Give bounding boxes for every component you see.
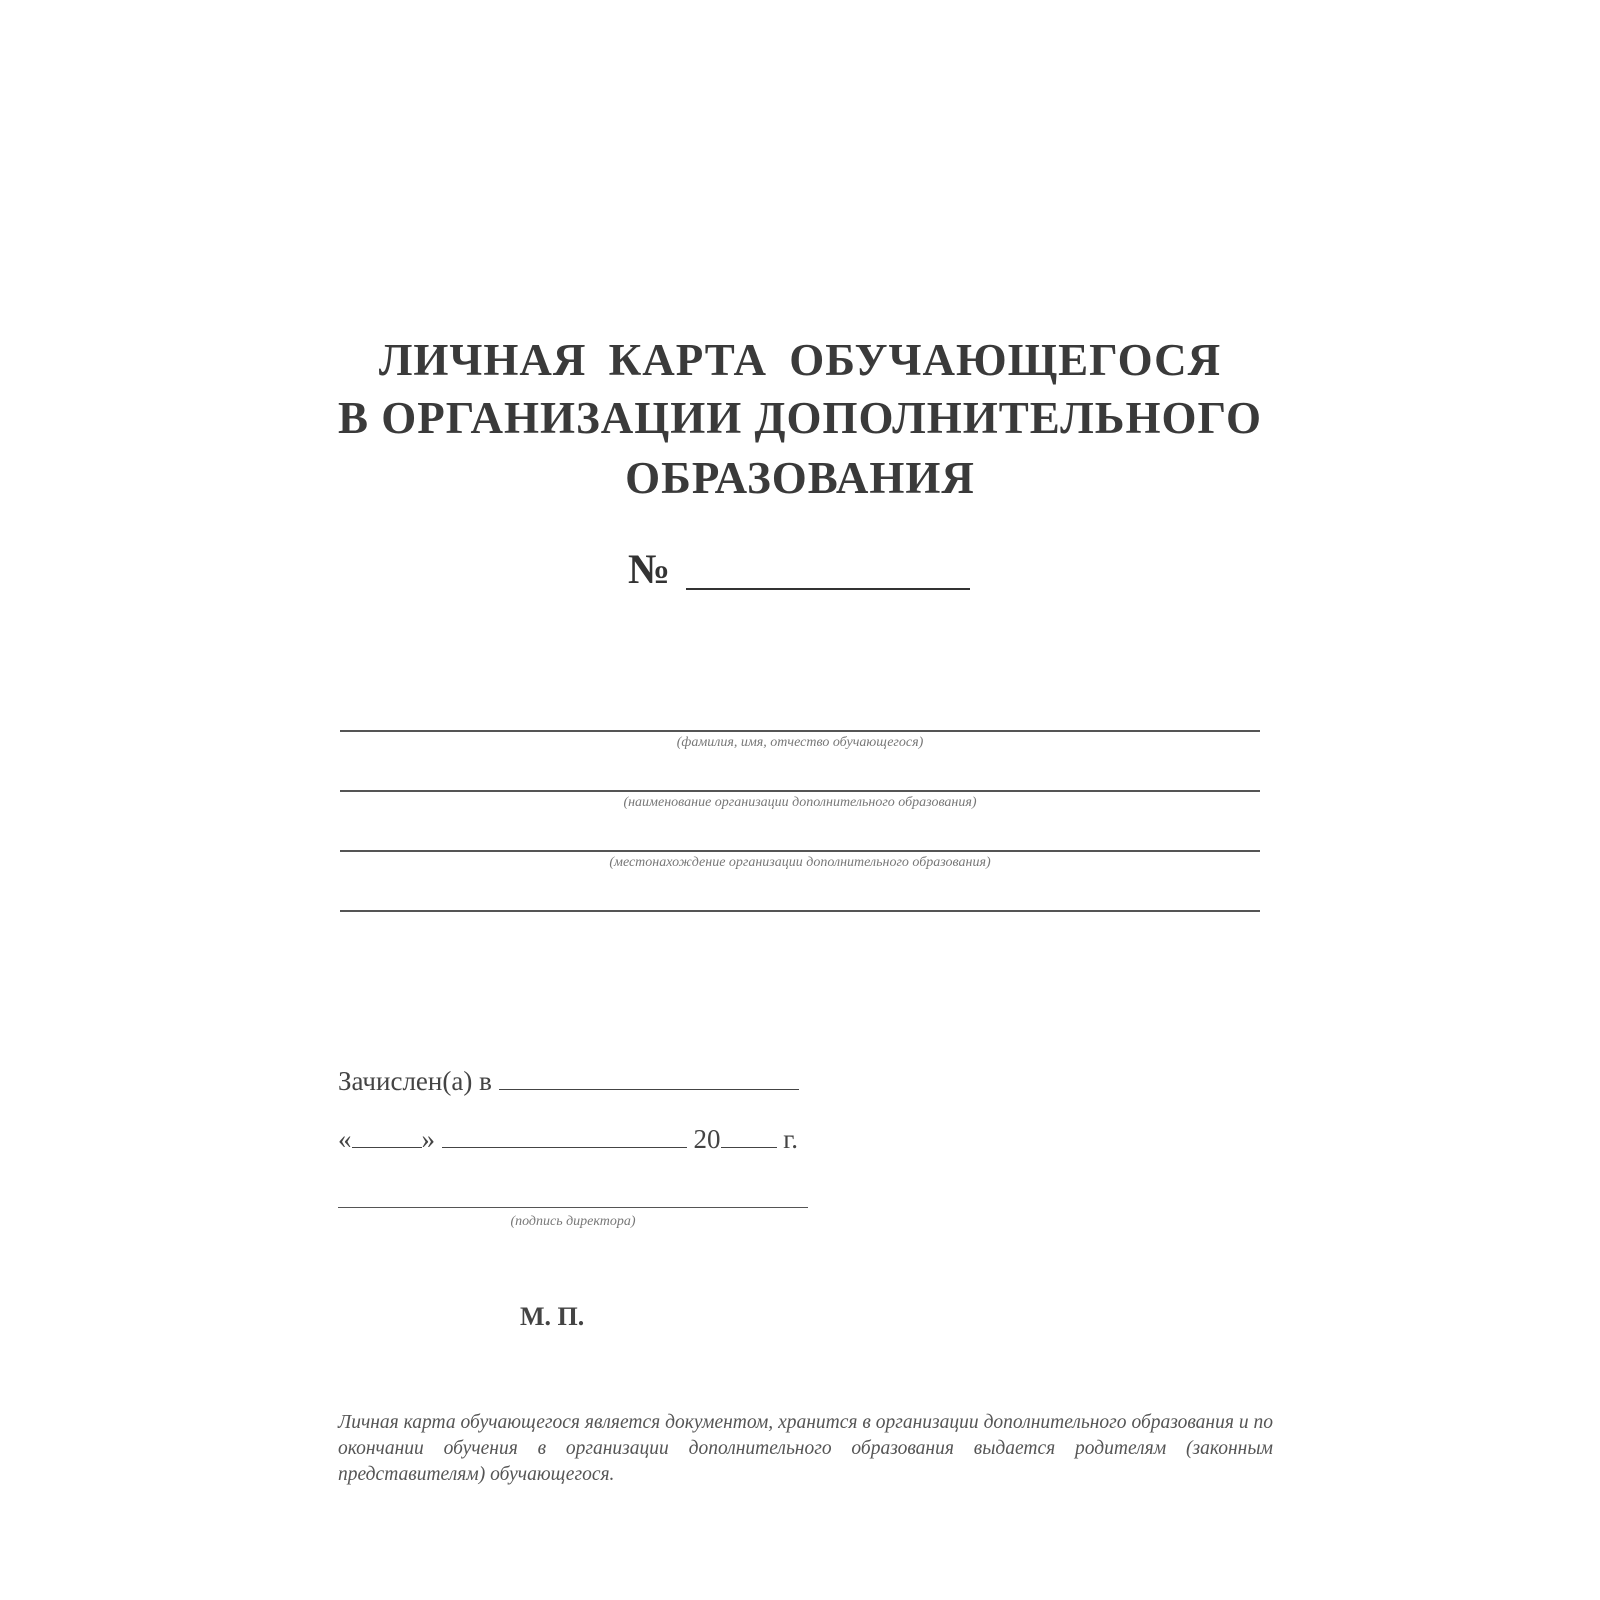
date-day-field[interactable] (352, 1147, 422, 1148)
stamp-place-label: М. П. (520, 1302, 585, 1331)
number-sign: № (628, 547, 671, 593)
date-open-quote: « (338, 1124, 352, 1154)
organization-name-caption: (наименование организации дополнительного образования) (623, 795, 977, 810)
year-prefix: 20 (693, 1124, 721, 1154)
organization-address-caption: (местонахождение организации дополнительного образования) (609, 855, 991, 870)
organization-address-field[interactable] (340, 850, 1260, 852)
organization-name-field[interactable] (340, 790, 1260, 792)
date-year-field[interactable] (721, 1147, 777, 1148)
title-line-3: ОБРАЗОВАНИЯ (625, 453, 975, 503)
title-line-2: В ОРГАНИЗАЦИИ ДОПОЛНИТЕЛЬНОГО (338, 393, 1262, 443)
year-suffix: г. (783, 1124, 799, 1154)
footer-note: Личная карта обучающегося является документом, хранится в организации дополнительного образования и по окончании обучения в организации дополнительного образования выдается родителям (законным представителям) обучающегося. (338, 1412, 1273, 1485)
director-signature-field[interactable] (338, 1207, 808, 1208)
director-signature-caption: (подпись директора) (510, 1214, 636, 1229)
student-name-field[interactable] (340, 730, 1260, 732)
enrollment-date-row (338, 1124, 798, 1155)
date-month-field[interactable] (442, 1147, 687, 1148)
card-number-row (628, 546, 1028, 596)
date-close-quote: » (421, 1124, 435, 1154)
card-number-field[interactable] (686, 588, 970, 590)
enrolled-label: Зачислен(а) в (338, 1066, 492, 1096)
organization-address-field-2[interactable] (340, 910, 1260, 912)
enrolled-row (338, 1066, 799, 1097)
enrolled-group-field[interactable] (499, 1089, 799, 1090)
student-name-caption: (фамилия, имя, отчество обучающегося) (676, 735, 924, 750)
title-line-1: ЛИЧНАЯ КАРТА ОБУЧАЮЩЕГОСЯ (378, 335, 1222, 385)
